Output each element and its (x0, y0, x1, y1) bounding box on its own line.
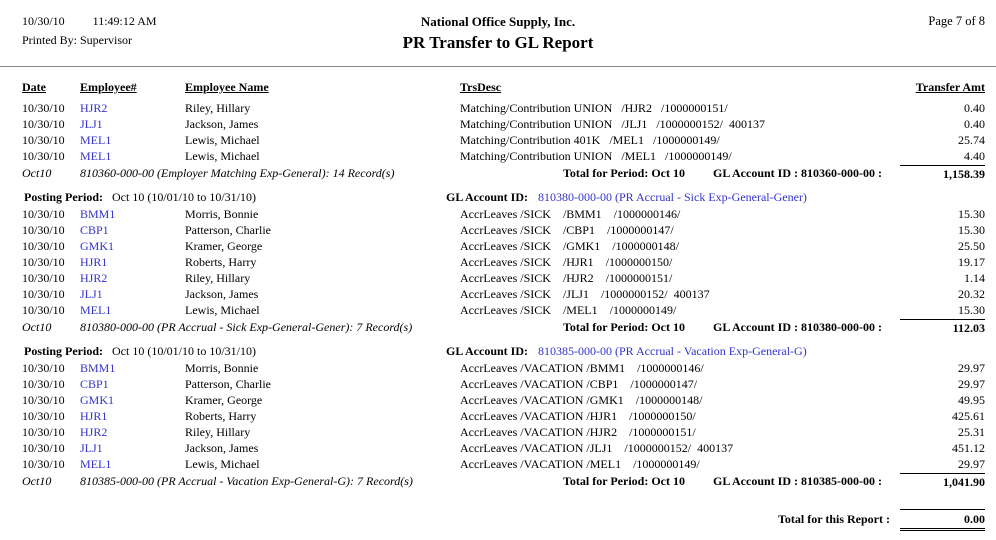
period-total-label: Total for Period: Oct 10 (563, 166, 685, 180)
employee-link[interactable]: HJR2 (80, 101, 108, 115)
row-date: 10/30/10 (22, 287, 65, 301)
row-date: 10/30/10 (22, 239, 65, 253)
row-employee-name: Jackson, James (185, 287, 259, 301)
report-total-row (0, 509, 996, 531)
row-employee-name: Lewis, Michael (185, 149, 260, 163)
row-employee-name: Kramer, George (185, 393, 263, 407)
report-total-amount: 0.00 (900, 509, 985, 531)
posting-period-value: Oct 10 (10/01/10 to 10/31/10) (112, 344, 256, 358)
row-date: 10/30/10 (22, 441, 65, 455)
posting-period-row (0, 189, 996, 206)
report-body (0, 100, 996, 491)
period-total-amount: 1,158.39 (900, 165, 985, 183)
row-trs-desc: AccrLeaves /SICK /HJR2 /1000000151/ (460, 271, 673, 285)
group-period: Oct10 (22, 474, 52, 488)
posting-period-value: Oct 10 (10/01/10 to 10/31/10) (112, 190, 256, 204)
table-row (0, 116, 996, 132)
row-trs-desc: AccrLeaves /VACATION /CBP1 /1000000147/ (460, 377, 698, 391)
report-header (0, 0, 996, 60)
period-total-amount: 1,041.90 (900, 473, 985, 491)
row-date: 10/30/10 (22, 393, 65, 407)
page-indicator: Page 7 of 8 (928, 14, 985, 28)
row-trs-desc: Matching/Contribution 401K /MEL1 /1000000149/ (460, 133, 720, 147)
employee-link[interactable]: MEL1 (80, 149, 112, 163)
print-time: 11:49:12 AM (92, 14, 157, 28)
row-trs-desc: AccrLeaves /SICK /HJR1 /1000000150/ (460, 255, 673, 269)
row-trs-desc: Matching/Contribution UNION /JLJ1 /1000000152/ 400137 (460, 117, 765, 131)
table-row (0, 440, 996, 456)
row-transfer-amt: 15.30 (958, 223, 985, 237)
col-employee-no: Employee# (80, 80, 137, 94)
posting-period-label: Posting Period: (24, 344, 103, 358)
table-row (0, 222, 996, 238)
row-employee-name: Kramer, George (185, 239, 263, 253)
group-footer-row (0, 319, 996, 337)
row-date: 10/30/10 (22, 117, 65, 131)
report-title: PR Transfer to GL Report (402, 33, 594, 52)
row-transfer-amt: 1.14 (964, 271, 985, 285)
employee-link[interactable]: HJR1 (80, 409, 108, 423)
row-date: 10/30/10 (22, 223, 65, 237)
employee-link[interactable]: HJR2 (80, 425, 108, 439)
row-employee-name: Lewis, Michael (185, 457, 260, 471)
row-date: 10/30/10 (22, 303, 65, 317)
table-row (0, 392, 996, 408)
row-trs-desc: AccrLeaves /VACATION /HJR2 /1000000151/ (460, 425, 696, 439)
print-date: 10/30/10 (22, 14, 65, 28)
employee-link[interactable]: CBP1 (80, 377, 109, 391)
table-row (0, 254, 996, 270)
row-trs-desc: AccrLeaves /VACATION /GMK1 /1000000148/ (460, 393, 703, 407)
row-trs-desc: AccrLeaves /VACATION /BMM1 /1000000146/ (460, 361, 704, 375)
table-row (0, 270, 996, 286)
row-employee-name: Jackson, James (185, 441, 259, 455)
table-row (0, 286, 996, 302)
employee-link[interactable]: MEL1 (80, 133, 112, 147)
employee-link[interactable]: BMM1 (80, 207, 116, 221)
row-trs-desc: AccrLeaves /VACATION /MEL1 /1000000149/ (460, 457, 700, 471)
gl-account-link[interactable]: 810380-000-00 (PR Accrual - Sick Exp-General-Gener) (538, 190, 807, 204)
row-date: 10/30/10 (22, 255, 65, 269)
gl-account-label: GL Account ID: (446, 190, 529, 204)
row-transfer-amt: 0.40 (964, 117, 985, 131)
row-date: 10/30/10 (22, 207, 65, 221)
row-date: 10/30/10 (22, 425, 65, 439)
column-header-row (0, 79, 996, 96)
posting-period-row (0, 343, 996, 360)
row-employee-name: Riley, Hillary (185, 101, 251, 115)
row-trs-desc: AccrLeaves /VACATION /HJR1 /1000000150/ (460, 409, 696, 423)
row-transfer-amt: 29.97 (958, 377, 985, 391)
employee-link[interactable]: HJR1 (80, 255, 108, 269)
row-transfer-amt: 25.50 (958, 239, 985, 253)
row-date: 10/30/10 (22, 101, 65, 115)
row-transfer-amt: 451.12 (952, 441, 985, 455)
row-employee-name: Patterson, Charlie (185, 377, 271, 391)
row-date: 10/30/10 (22, 361, 65, 375)
table-row (0, 456, 996, 472)
table-row (0, 302, 996, 318)
row-trs-desc: Matching/Contribution UNION /HJR2 /1000000151/ (460, 101, 728, 115)
group-footer-row (0, 165, 996, 183)
employee-link[interactable]: JLJ1 (80, 117, 103, 131)
row-date: 10/30/10 (22, 457, 65, 471)
row-employee-name: Riley, Hillary (185, 271, 251, 285)
col-date: Date (22, 80, 46, 94)
row-trs-desc: AccrLeaves /SICK /CBP1 /1000000147/ (460, 223, 674, 237)
row-transfer-amt: 15.30 (958, 303, 985, 317)
table-row (0, 424, 996, 440)
col-transfer-amt: Transfer Amt (915, 80, 985, 94)
row-employee-name: Jackson, James (185, 117, 259, 131)
table-row (0, 238, 996, 254)
employee-link[interactable]: MEL1 (80, 303, 112, 317)
row-date: 10/30/10 (22, 149, 65, 163)
group-description: 810360-000-00 (Employer Matching Exp-General): 14 Record(s) (80, 166, 395, 180)
employee-link[interactable]: GMK1 (80, 393, 115, 407)
header-center (0, 14, 996, 53)
row-transfer-amt: 29.97 (958, 457, 985, 471)
gl-total-label: GL Account ID : 810380-000-00 : (713, 320, 882, 334)
row-transfer-amt: 0.40 (964, 101, 985, 115)
posting-period-label: Posting Period: (24, 190, 103, 204)
printed-by: Printed By: Supervisor (22, 33, 132, 47)
employee-link[interactable]: BMM1 (80, 361, 116, 375)
row-trs-desc: AccrLeaves /SICK /JLJ1 /1000000152/ 400137 (460, 287, 710, 301)
row-trs-desc: Matching/Contribution UNION /MEL1 /1000000149/ (460, 149, 732, 163)
row-transfer-amt: 49.95 (958, 393, 985, 407)
group-footer-row (0, 473, 996, 491)
row-employee-name: Lewis, Michael (185, 303, 260, 317)
col-employee-name: Employee Name (185, 80, 269, 94)
gl-account-label: GL Account ID: (446, 344, 529, 358)
group-description: 810380-000-00 (PR Accrual - Sick Exp-General-Gener): 7 Record(s) (80, 320, 413, 334)
gl-total-label: GL Account ID : 810360-000-00 : (713, 166, 882, 180)
period-total-label: Total for Period: Oct 10 (563, 320, 685, 334)
row-trs-desc: AccrLeaves /SICK /GMK1 /1000000148/ (460, 239, 679, 253)
table-row (0, 132, 996, 148)
employee-link[interactable]: MEL1 (80, 457, 112, 471)
row-employee-name: Lewis, Michael (185, 133, 260, 147)
row-transfer-amt: 25.31 (958, 425, 985, 439)
row-date: 10/30/10 (22, 377, 65, 391)
group-period: Oct10 (22, 166, 52, 180)
row-date: 10/30/10 (22, 271, 65, 285)
row-transfer-amt: 19.17 (958, 255, 985, 269)
period-total-amount: 112.03 (900, 319, 985, 337)
row-employee-name: Roberts, Harry (185, 409, 257, 423)
report-total-label: Total for this Report : (778, 512, 890, 526)
row-transfer-amt: 425.61 (952, 409, 985, 423)
row-date: 10/30/10 (22, 133, 65, 147)
row-transfer-amt: 4.40 (964, 149, 985, 163)
row-trs-desc: AccrLeaves /VACATION /JLJ1 /1000000152/ 400137 (460, 441, 734, 455)
employee-link[interactable]: JLJ1 (80, 441, 103, 455)
company-name: National Office Supply, Inc. (420, 14, 576, 29)
gl-account-link[interactable]: 810385-000-00 (PR Accrual - Vacation Exp-General-G) (538, 344, 807, 358)
table-row (0, 100, 996, 116)
employee-link[interactable]: HJR2 (80, 271, 108, 285)
row-employee-name: Morris, Bonnie (185, 361, 259, 375)
row-employee-name: Patterson, Charlie (185, 223, 271, 237)
group-description: 810385-000-00 (PR Accrual - Vacation Exp-General-G): 7 Record(s) (80, 474, 413, 488)
row-employee-name: Riley, Hillary (185, 425, 251, 439)
row-transfer-amt: 25.74 (958, 133, 985, 147)
table-row (0, 376, 996, 392)
row-trs-desc: AccrLeaves /SICK /BMM1 /1000000146/ (460, 207, 681, 221)
row-date: 10/30/10 (22, 409, 65, 423)
row-transfer-amt: 20.32 (958, 287, 985, 301)
table-row (0, 360, 996, 376)
period-total-label: Total for Period: Oct 10 (563, 474, 685, 488)
col-trs-desc: TrsDesc (460, 80, 502, 94)
table-row (0, 206, 996, 222)
table-row (0, 408, 996, 424)
group-period: Oct10 (22, 320, 52, 334)
employee-link[interactable]: GMK1 (80, 239, 115, 253)
header-divider (0, 66, 996, 67)
row-employee-name: Morris, Bonnie (185, 207, 259, 221)
gl-total-label: GL Account ID : 810385-000-00 : (713, 474, 882, 488)
row-trs-desc: AccrLeaves /SICK /MEL1 /1000000149/ (460, 303, 677, 317)
row-employee-name: Roberts, Harry (185, 255, 257, 269)
table-row (0, 148, 996, 164)
row-transfer-amt: 15.30 (958, 207, 985, 221)
employee-link[interactable]: CBP1 (80, 223, 109, 237)
row-transfer-amt: 29.97 (958, 361, 985, 375)
employee-link[interactable]: JLJ1 (80, 287, 103, 301)
